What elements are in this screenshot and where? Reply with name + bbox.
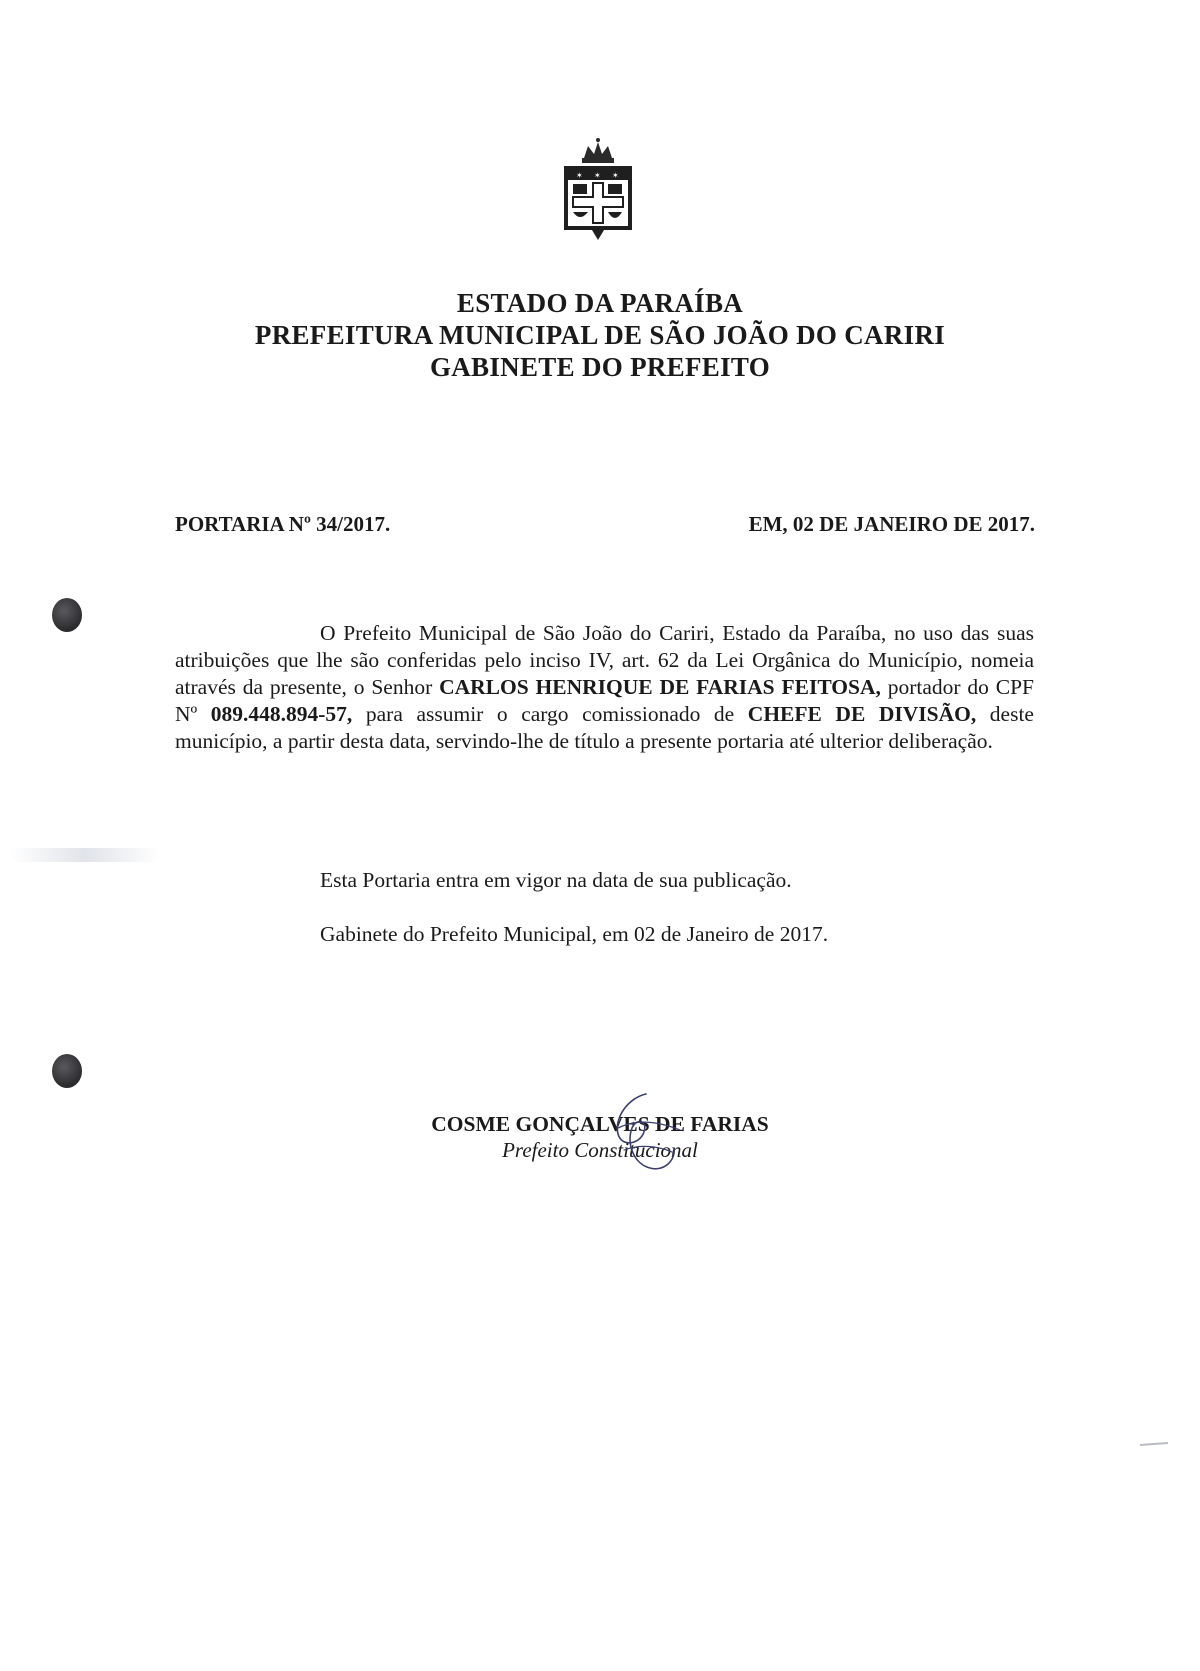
handwritten-signature — [588, 1088, 698, 1176]
signatory-name: COSME GONÇALVES DE FARIAS — [431, 1112, 769, 1136]
svg-text:✶: ✶ — [612, 171, 619, 180]
scan-smudge — [10, 848, 160, 862]
body-text-4: deste município, a partir desta data, servindo-lhe de título a presente portaria até ulterior deliberação. — [175, 702, 1034, 753]
svg-text:✶: ✶ — [594, 171, 601, 180]
municipal-crest-icon — [554, 136, 642, 248]
place-date-line: Gabinete do Prefeito Municipal, em 02 de Janeiro de 2017. — [320, 922, 829, 946]
body-paragraph — [175, 620, 1034, 755]
appointee-role: CHEFE DE DIVISÃO, — [747, 702, 977, 726]
document-header — [0, 287, 1200, 383]
portaria-date: EM, 02 DE JANEIRO DE 2017. — [748, 512, 1035, 536]
body-text-2: portador do CPF Nº — [175, 675, 1035, 726]
appointee-cpf: 089.448.894-57, — [210, 702, 353, 726]
portaria-heading — [175, 512, 1035, 542]
header-prefecture: PREFEITURA MUNICIPAL DE SÃO JOÃO DO CARIRI — [254, 320, 946, 350]
header-cabinet: GABINETE DO PREFEITO — [429, 352, 771, 382]
header-state: ESTADO DA PARAÍBA — [456, 288, 744, 318]
body-text-3: para assumir o cargo comissionado de — [352, 702, 748, 726]
punch-hole-top — [52, 598, 82, 632]
body-text-1: O Prefeito Municipal de São João do Cariri, Estado da Paraíba, no uso das suas atribuições que lhe são conferidas pelo inciso IV, art. 62 da Lei Orgânica do Município, nomeia através da presente, o Senhor — [175, 621, 1034, 699]
effective-date-clause: Esta Portaria entra em vigor na data de sua publicação. — [320, 868, 792, 892]
signatory-title: Prefeito Constitucional — [502, 1138, 698, 1162]
scan-mark — [1140, 1442, 1168, 1446]
portaria-number: PORTARIA Nº 34/2017. — [175, 512, 391, 536]
appointee-name: CARLOS HENRIQUE DE FARIAS FEITOSA, — [439, 675, 881, 699]
punch-hole-bottom — [52, 1054, 82, 1088]
svg-text:✶: ✶ — [576, 171, 583, 180]
